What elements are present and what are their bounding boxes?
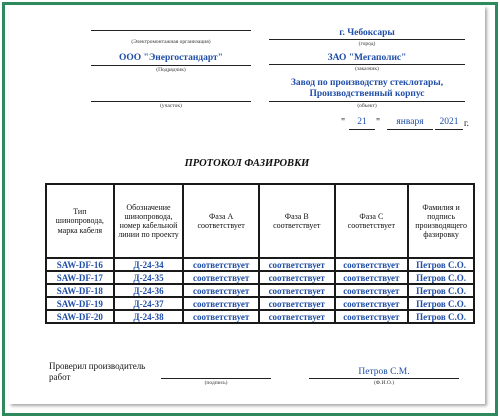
city-caption: (город) (358, 41, 376, 47)
table-row (46, 271, 474, 284)
cell-phase-c: соответствует (335, 271, 409, 284)
org-line (91, 30, 251, 31)
name-caption: (Ф.И.О.) (373, 380, 395, 386)
cell-cable-type: SAW-DF-18 (46, 284, 114, 297)
header-line-designation: Обозначение шинопровода, номер кабельной линии по проекту (114, 184, 184, 258)
signature-caption: (подпись) (204, 380, 228, 386)
table-row (46, 284, 474, 297)
checker-name: Петров С.М. (358, 367, 410, 377)
header-phase-c: Фаза С соответствует (335, 184, 409, 258)
cell-performer: Петров С.О. (408, 297, 474, 310)
header-cable-type: Тип шинопровода, марка кабеля (46, 184, 114, 258)
signature-line (161, 378, 271, 379)
date-day: 21 (357, 117, 367, 127)
city-value: г. Чебоксары (339, 28, 395, 38)
site-caption: (участок) (160, 103, 182, 109)
header-phase-a: Фаза А соответствует (183, 184, 259, 258)
contractor-caption: (Подрядчик) (156, 67, 186, 73)
cell-phase-b: соответствует (259, 284, 335, 297)
cell-phase-a: соответствует (183, 284, 259, 297)
object-line2: Производственный корпус (309, 89, 425, 99)
cell-cable-type: SAW-DF-20 (46, 310, 114, 323)
cell-phase-a: соответствует (183, 271, 259, 284)
date-day-line (349, 129, 375, 130)
header-phase-b: Фаза В соответствует (259, 184, 335, 258)
table-row (46, 310, 474, 323)
cell-phase-c: соответствует (335, 284, 409, 297)
table-row (46, 258, 474, 271)
cell-phase-b: соответствует (259, 271, 335, 284)
header-performer: Фамилия и подпись производящего фазировку (408, 184, 474, 258)
cell-line-designation: Д-24-35 (114, 271, 184, 284)
cell-phase-c: соответствует (335, 258, 409, 271)
object-line (269, 101, 465, 102)
cell-cable-type: SAW-DF-16 (46, 258, 114, 271)
name-line (309, 378, 459, 379)
cell-cable-type: SAW-DF-17 (46, 271, 114, 284)
date-year-suffix: г. (464, 118, 469, 128)
phasing-table (45, 183, 475, 324)
object-caption: (объект) (357, 103, 377, 109)
date-quote-open: " (341, 117, 346, 128)
cell-cable-type: SAW-DF-19 (46, 297, 114, 310)
table-row (46, 297, 474, 310)
document-title: ПРОТОКОЛ ФАЗИРОВКИ (184, 158, 310, 169)
client-caption: (заказчик) (355, 66, 379, 72)
cell-performer: Петров С.О. (408, 271, 474, 284)
date-quote-close: " (376, 117, 381, 128)
cell-line-designation: Д-24-38 (114, 310, 184, 323)
date-year: 2021 (439, 117, 459, 127)
table-header-row (46, 184, 474, 258)
document-page (9, 6, 485, 404)
cell-phase-c: соответствует (335, 310, 409, 323)
object-line1: Завод по производству стеклотары, (290, 78, 444, 88)
checked-by-label: Проверил производитель работ (49, 361, 146, 382)
cell-phase-a: соответствует (183, 297, 259, 310)
contractor-line (91, 65, 251, 66)
org-caption: (Электромонтажная организация) (131, 39, 211, 45)
date-month: января (396, 117, 424, 127)
client-value: ЗАО "Мегаполис" (327, 53, 407, 63)
cell-performer: Петров С.О. (408, 258, 474, 271)
cell-phase-c: соответствует (335, 297, 409, 310)
city-line (269, 39, 465, 40)
date-month-line (387, 129, 433, 130)
date-year-line (435, 129, 463, 130)
client-line (269, 64, 465, 65)
cell-phase-a: соответствует (183, 258, 259, 271)
cell-phase-b: соответствует (259, 258, 335, 271)
cell-phase-a: соответствует (183, 310, 259, 323)
cell-performer: Петров С.О. (408, 310, 474, 323)
contractor-name: ООО "Энергостандарт" (119, 53, 223, 63)
cell-performer: Петров С.О. (408, 284, 474, 297)
cell-line-designation: Д-24-37 (114, 297, 184, 310)
cell-phase-b: соответствует (259, 297, 335, 310)
site-line (91, 101, 251, 102)
cell-phase-b: соответствует (259, 310, 335, 323)
cell-line-designation: Д-24-34 (114, 258, 184, 271)
cell-line-designation: Д-24-36 (114, 284, 184, 297)
